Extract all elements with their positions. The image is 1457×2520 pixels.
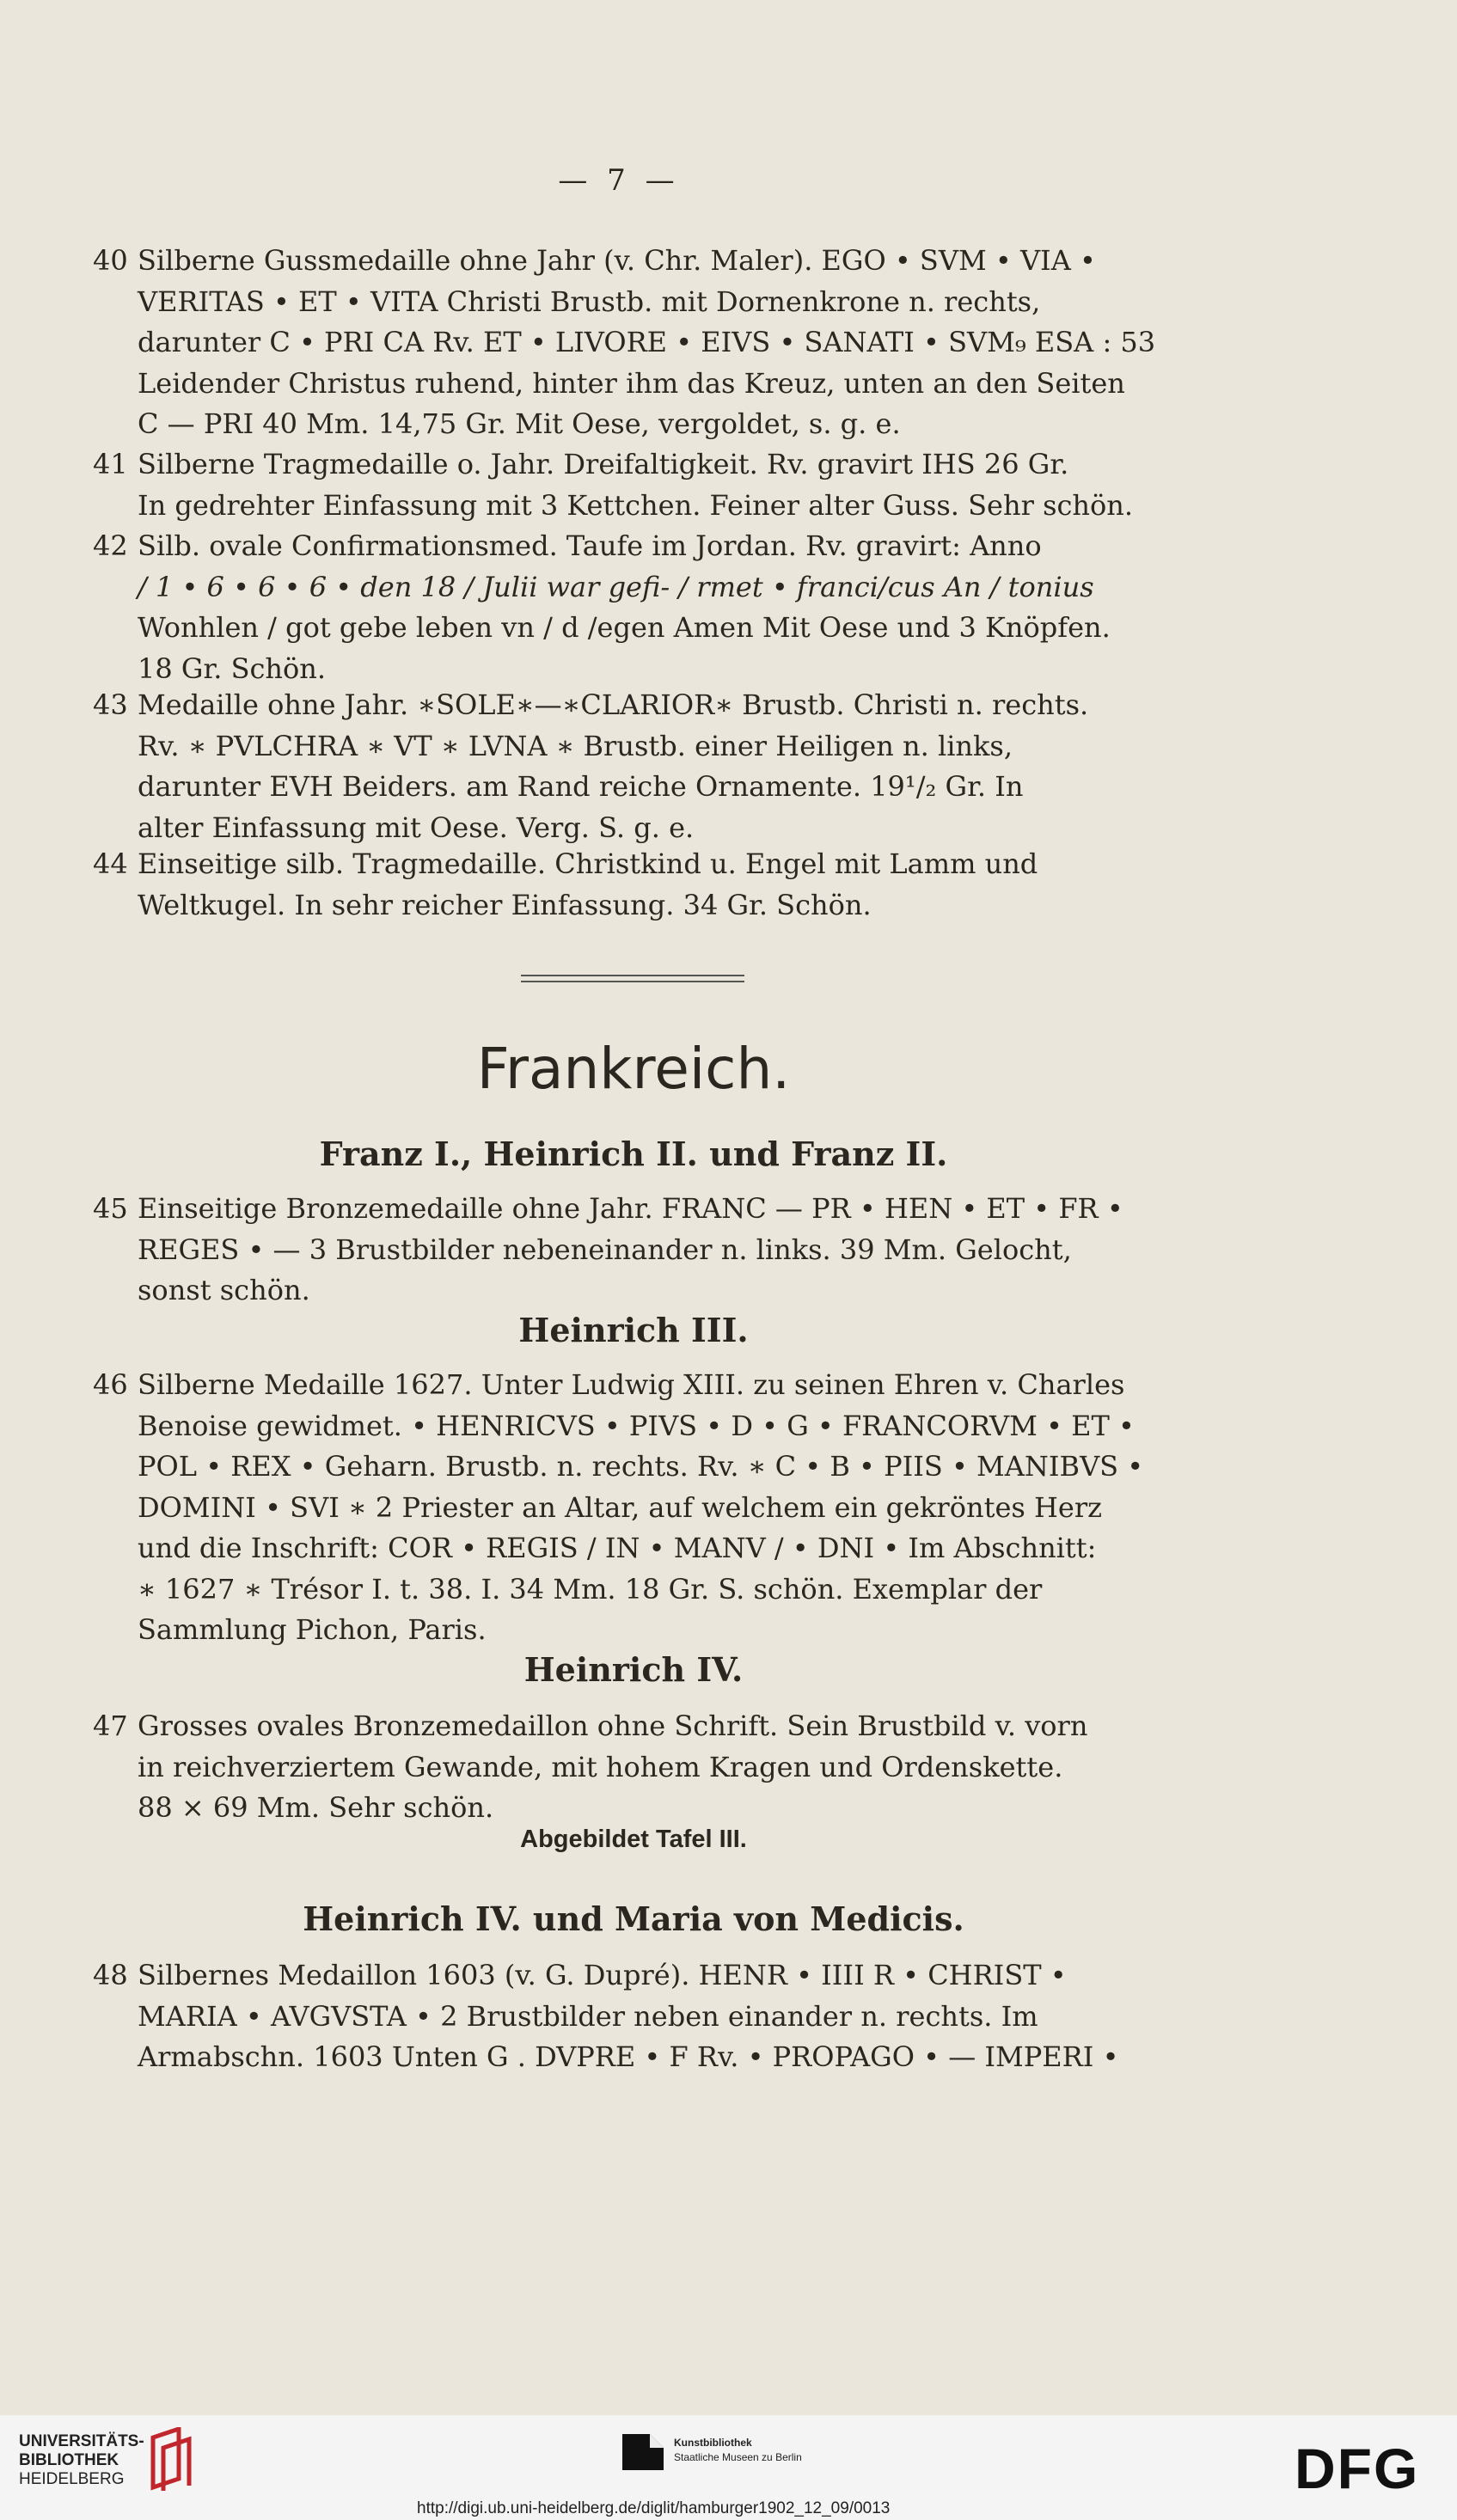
catalog-entry-48 <box>93 1955 1186 2078</box>
entry-line: Silberne Gussmedaille ohne Jahr (v. Chr. Maler). EGO • SVM • VIA • <box>138 244 1096 277</box>
section-heading-heinrich-iv: Heinrich IV. <box>523 1650 744 1689</box>
entry-number: 44 <box>93 847 128 880</box>
catalog-entry-43 <box>93 685 1186 850</box>
entry-text <box>138 241 1186 445</box>
entry-number: 40 <box>93 244 128 277</box>
entry-line: Weltkugel. In sehr reicher Einfassung. 34 Gr. Schön. <box>138 888 872 921</box>
entry-line: Silberne Medaille 1627. Unter Ludwig XIII. zu seinen Ehren v. Charles <box>138 1368 1125 1401</box>
catalog-entry-42 <box>93 526 1186 691</box>
permalink-url[interactable]: http://digi.ub.uni-heidelberg.de/diglit/hamburger1902_12_09/0013 <box>417 2499 891 2517</box>
entry-text <box>138 1189 1186 1312</box>
dfg-logo: DFG <box>1295 2437 1420 2500</box>
section-divider <box>521 975 744 982</box>
entry-line: darunter EVH Beiders. am Rand reiche Ornamente. 19¹/₂ Gr. In <box>138 770 1024 803</box>
section-heading-heinrich-maria: Heinrich IV. und Maria von Medicis. <box>303 1899 964 1938</box>
university-logo-icon <box>144 2427 205 2496</box>
uni-line-2: BIBLIOTHEK <box>19 2451 119 2469</box>
entry-line: sonst schön. <box>138 1274 310 1306</box>
catalog-entry-44 <box>93 844 1186 927</box>
entry-line: Einseitige silb. Tragmedaille. Christkind u. Engel mit Lamm und <box>138 847 1038 880</box>
entry-number: 42 <box>93 529 128 562</box>
viewer-footer <box>0 2415 1457 2520</box>
entry-line: Medaille ohne Jahr. ∗SOLE∗—∗CLARIOR∗ Brustb. Christi n. rechts. <box>138 688 1089 721</box>
entry-line: ∗ 1627 ∗ Trésor I. t. 38. I. 34 Mm. 18 Gr. S. schön. Exemplar der <box>138 1572 1043 1606</box>
section-heading-franz: Franz I., Heinrich II. und Franz II. <box>319 1135 948 1173</box>
kunstbibliothek-label <box>674 2436 802 2465</box>
entry-text <box>138 1365 1186 1651</box>
entry-text <box>138 526 1186 689</box>
entry-line: Armabschn. 1603 Unten G . DVPRE • F Rv. • PROPAGO • — IMPERI • <box>138 2040 1119 2073</box>
catalog-entry-41 <box>93 444 1186 527</box>
catalog-entry-45 <box>93 1189 1186 1312</box>
entry-text <box>138 844 1186 926</box>
entry-line: Einseitige Bronzemedaille ohne Jahr. FRANC — PR • HEN • ET • FR • <box>138 1192 1123 1225</box>
catalog-entry-46 <box>93 1365 1186 1654</box>
page-number: — 7 — <box>558 163 680 198</box>
entry-line: darunter C • PRI CA Rv. ET • LIVORE • EIVS • SANATI • SVM₉ ESA : 53 <box>138 326 1156 358</box>
entry-line: Grosses ovales Bronzemedaillon ohne Schrift. Sein Brustbild v. vorn <box>138 1710 1088 1742</box>
entry-line: REGES • — 3 Brustbilder nebeneinander n. links. 39 Mm. Gelocht, <box>138 1232 1072 1266</box>
kunstbibliothek-logo-icon <box>621 2432 665 2472</box>
entry-line: / 1 • 6 • 6 • 6 • den 18 / Julii war gefi- / rmet • franci/cus An / tonius <box>138 570 1094 603</box>
entry-number: 45 <box>93 1192 128 1225</box>
entry-text <box>138 1955 1186 2078</box>
university-library-label <box>19 2432 144 2489</box>
entry-number: 46 <box>93 1368 128 1401</box>
entry-line: POL • REX • Geharn. Brustb. n. rechts. Rv. ∗ C • B • PIIS • MANIBVS • <box>138 1450 1144 1483</box>
entry-number: 41 <box>93 448 128 480</box>
entry-line: Silbernes Medaillon 1603 (v. G. Dupré). HENR • IIII R • CHRIST • <box>138 1959 1067 1991</box>
entry-line: Sammlung Pichon, Paris. <box>138 1613 487 1646</box>
entry-line: MARIA • AVGVSTA • 2 Brustbilder neben einander n. rechts. Im <box>138 1999 1038 2033</box>
entry-line: Wonhlen / got gebe leben vn / d /egen Amen Mit Oese und 3 Knöpfen. <box>138 611 1111 644</box>
country-heading: Frankreich. <box>476 1036 791 1102</box>
catalog-entry-40 <box>93 241 1186 447</box>
entry-line: Silberne Tragmedaille o. Jahr. Dreifaltigkeit. Rv. gravirt IHS 26 Gr. <box>138 448 1069 480</box>
entry-number: 48 <box>93 1959 128 1991</box>
entry-line: DOMINI • SVI ∗ 2 Priester an Altar, auf welchem ein gekröntes Herz <box>138 1490 1102 1524</box>
entry-line: Rv. ∗ PVLCHRA ∗ VT ∗ LVNA ∗ Brustb. einer Heiligen n. links, <box>138 729 1013 762</box>
entry-line: in reichverziertem Gewande, mit hohem Kragen und Ordenskette. <box>138 1750 1063 1783</box>
entry-line: VERITAS • ET • VITA Christi Brustb. mit Dornenkrone n. rechts, <box>138 284 1041 318</box>
entry-text <box>138 1706 1186 1829</box>
entry-line: und die Inschrift: COR • REGIS / IN • MANV / • DNI • Im Abschnitt: <box>138 1532 1097 1564</box>
entry-number: 47 <box>93 1710 128 1742</box>
entry-line: Leidender Christus ruhend, hinter ihm das Kreuz, unten an den Seiten <box>138 366 1125 400</box>
uni-line-1: UNIVERSITÄTS- <box>19 2432 144 2450</box>
kb-line-1: Kunstbibliothek <box>674 2437 752 2449</box>
plate-reference: Abgebildet Tafel III. <box>520 1826 747 1853</box>
entry-line: In gedrehter Einfassung mit 3 Kettchen. Feiner alter Guss. Sehr schön. <box>138 488 1134 522</box>
entry-line: 18 Gr. Schön. <box>138 651 327 685</box>
uni-line-3: HEIDELBERG <box>19 2470 125 2488</box>
entry-text <box>138 444 1186 526</box>
entry-line: 88 × 69 Mm. Sehr schön. <box>138 1791 494 1824</box>
entry-number: 43 <box>93 688 128 721</box>
catalog-entry-47 <box>93 1706 1186 1829</box>
section-heading-heinrich-iii: Heinrich III. <box>518 1311 749 1349</box>
entry-line: Silb. ovale Confirmationsmed. Taufe im Jordan. Rv. gravirt: Anno <box>138 529 1042 562</box>
entry-line: C — PRI 40 Mm. 14,75 Gr. Mit Oese, vergoldet, s. g. e. <box>138 407 901 440</box>
entry-line: Benoise gewidmet. • HENRICVS • PIVS • D • G • FRANCORVM • ET • <box>138 1409 1135 1442</box>
entry-text <box>138 685 1186 848</box>
entry-line: alter Einfassung mit Oese. Verg. S. g. e. <box>138 810 695 844</box>
kb-line-2: Staatliche Museen zu Berlin <box>674 2451 802 2463</box>
